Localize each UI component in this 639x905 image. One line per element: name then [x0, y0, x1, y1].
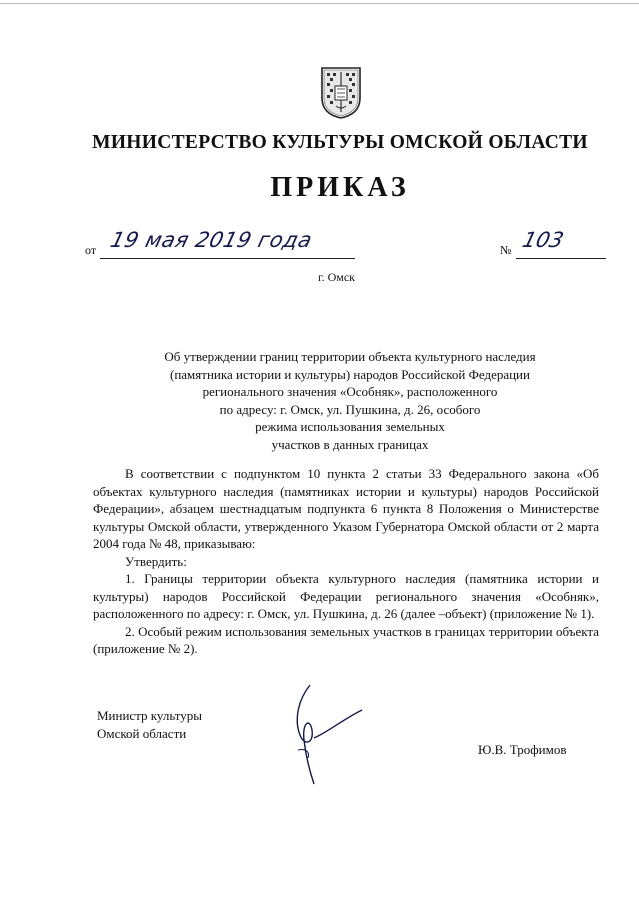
scan-edge-line: [0, 3, 639, 4]
item-2-paragraph: 2. Особый режим использования земельных участков в границах территории объекта (приложение № 2).: [93, 623, 599, 656]
signatory-position: [97, 707, 202, 743]
signatory-name: Ю.В. Трофимов: [478, 742, 567, 757]
preamble-paragraph: В соответствии с подпунктом 10 пункта 2 статьи 33 Федерального закона «Об объектах культурного наследия (памятниках истории и культуры) народов Российской Федерации», абзацем шестнадцатым подпункта 6 пункта 8 Положения о Министерстве культуры Омской области, утвержденного Указом Губернатора Омской области от 2 марта 2004 года № 48, приказываю:: [93, 466, 599, 551]
order-body: [93, 465, 599, 658]
date-prefix-label: от: [85, 243, 97, 257]
city-label: г. Омск: [318, 270, 355, 284]
document-type-title: ПРИКАЗ: [270, 172, 410, 203]
position-line: Омской области: [97, 726, 187, 741]
handwritten-number: 103: [520, 228, 567, 252]
title-line: регионального значения «Особняк», расположенного: [202, 384, 498, 399]
handwritten-date: 19 мая 2019 года: [108, 228, 315, 252]
title-line: Об утверждении границ территории объекта культурного наследия: [164, 349, 536, 364]
approve-paragraph: Утвердить:: [125, 553, 187, 569]
title-line: режима использования земельных: [255, 419, 445, 434]
coat-of-arms-icon: [318, 62, 364, 120]
ministry-name: МИНИСТЕРСТВО КУЛЬТУРЫ ОМСКОЙ ОБЛАСТИ: [92, 132, 588, 153]
date-number-row: [0, 228, 639, 264]
title-line: участков в данных границах: [271, 436, 429, 452]
title-line: по адресу: г. Омск, ул. Пушкина, д. 26, особого: [219, 401, 481, 417]
number-label: №: [500, 243, 512, 257]
item-1-paragraph: 1. Границы территории объекта культурного наследия (памятника истории и культуры) народов Российской Федерации регионального значения «Особняк», расположенного по адресу: г. Омск, ул. Пушкина, д. 26 (далее –объект) (приложение № 1).: [93, 571, 599, 621]
order-title: [110, 348, 590, 453]
handwritten-signature: [280, 680, 370, 790]
position-line: Министр культуры: [97, 708, 203, 723]
title-line: (памятника истории и культуры) народов Российской Федерации: [170, 366, 530, 382]
